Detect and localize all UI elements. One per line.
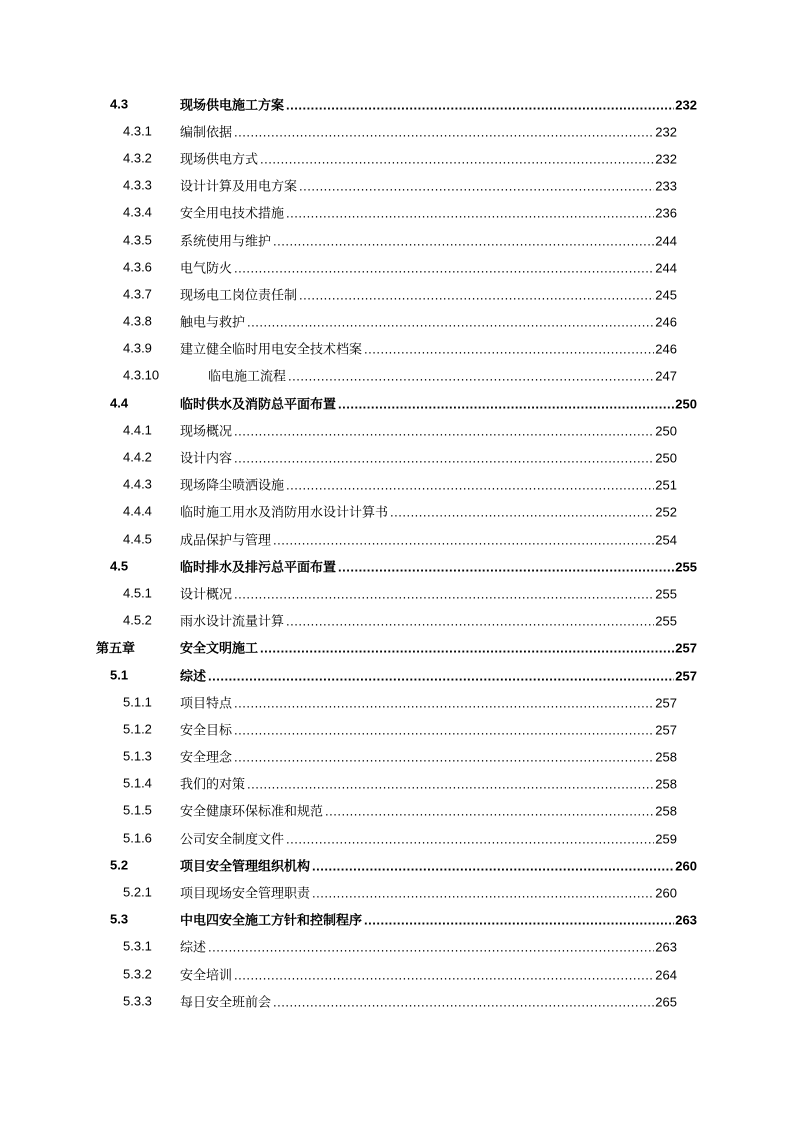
toc-entry-number: 4.4.4 bbox=[123, 503, 152, 519]
toc-entry-number: 4.3.6 bbox=[123, 259, 152, 275]
toc-entry-number: 4.3.7 bbox=[123, 286, 152, 302]
toc-entry[interactable] bbox=[0, 498, 793, 525]
dot-leader bbox=[234, 451, 654, 466]
toc-entry-leader bbox=[180, 366, 697, 385]
toc-entry-page: 233 bbox=[655, 178, 677, 194]
toc-entry-leader bbox=[180, 692, 697, 711]
toc-entry-title: 现场供电方式 bbox=[180, 148, 260, 167]
toc-entry-leader bbox=[180, 991, 697, 1010]
toc-entry-page: 236 bbox=[655, 205, 677, 221]
toc-entry[interactable] bbox=[0, 797, 793, 824]
toc-entry-page: 264 bbox=[655, 967, 677, 983]
toc-entry-page: 258 bbox=[655, 803, 677, 819]
toc-entry-page: 247 bbox=[655, 368, 677, 384]
dot-leader bbox=[286, 97, 674, 112]
toc-entry[interactable] bbox=[0, 878, 793, 905]
toc-entry-title: 建立健全临时用电安全技术档案 bbox=[180, 339, 364, 358]
toc-entry-page: 257 bbox=[655, 722, 677, 738]
toc-entry-leader bbox=[180, 774, 697, 793]
toc-entry-leader bbox=[180, 747, 697, 766]
dot-leader bbox=[247, 315, 654, 330]
toc-entry[interactable] bbox=[0, 552, 793, 579]
toc-entry[interactable] bbox=[0, 770, 793, 797]
dot-leader bbox=[312, 886, 654, 901]
dot-leader bbox=[234, 260, 654, 275]
toc-entry[interactable] bbox=[0, 824, 793, 851]
toc-entry-leader bbox=[180, 502, 697, 521]
toc-entry[interactable] bbox=[0, 172, 793, 199]
dot-leader bbox=[234, 750, 654, 765]
dot-leader bbox=[273, 532, 654, 547]
toc-entry-leader bbox=[180, 312, 697, 331]
toc-entry-page: 258 bbox=[655, 776, 677, 792]
toc-entry[interactable] bbox=[0, 987, 793, 1014]
toc-entry-page: 250 bbox=[655, 450, 677, 466]
toc-entry-page: 259 bbox=[655, 831, 677, 847]
toc-entry-leader bbox=[180, 556, 697, 575]
toc-entry-page: 255 bbox=[655, 586, 677, 602]
toc-entry-title: 编制依据 bbox=[180, 121, 234, 140]
toc-entry-leader bbox=[180, 828, 697, 847]
toc-entry-title: 临时施工用水及消防用水设计计算书 bbox=[180, 502, 390, 521]
toc-entry-title: 现场电工岗位责任制 bbox=[180, 284, 299, 303]
toc-entry-page: 232 bbox=[655, 124, 677, 140]
toc-entry-leader bbox=[180, 937, 697, 956]
toc-entry-number: 4.3.5 bbox=[123, 232, 152, 248]
toc-entry-leader bbox=[180, 855, 697, 874]
toc-entry-title: 触电与救护 bbox=[180, 312, 247, 331]
toc-entry[interactable] bbox=[0, 960, 793, 987]
toc-entry-leader bbox=[180, 393, 697, 412]
toc-entry-title: 每日安全班前会 bbox=[180, 991, 273, 1010]
toc-entry-number: 4.4 bbox=[110, 395, 129, 411]
toc-entry-number: 5.1.1 bbox=[123, 694, 152, 710]
toc-entry-leader bbox=[180, 203, 697, 222]
dot-leader bbox=[247, 777, 654, 792]
toc-entry[interactable] bbox=[0, 90, 793, 117]
dot-leader bbox=[312, 858, 674, 873]
toc-entry-leader bbox=[180, 529, 697, 548]
dot-leader bbox=[234, 695, 654, 710]
dot-leader bbox=[364, 342, 654, 357]
toc-entry-number: 4.5 bbox=[110, 558, 129, 574]
toc-entry-page: 255 bbox=[675, 559, 697, 575]
toc-entry[interactable] bbox=[0, 607, 793, 634]
dot-leader bbox=[286, 206, 654, 221]
dot-leader bbox=[338, 559, 674, 574]
toc-entry-title: 设计内容 bbox=[180, 448, 234, 467]
toc-entry-title: 雨水设计流量计算 bbox=[180, 611, 286, 630]
toc-entry[interactable] bbox=[0, 634, 793, 661]
dot-leader bbox=[299, 287, 654, 302]
dot-leader bbox=[208, 940, 654, 955]
dot-leader bbox=[234, 967, 654, 982]
toc-entry-leader bbox=[180, 176, 697, 195]
toc-entry-leader bbox=[180, 94, 697, 113]
toc-entry-leader bbox=[180, 257, 697, 276]
toc-entry-number: 4.3.8 bbox=[123, 313, 152, 329]
toc-entry-leader bbox=[180, 611, 697, 630]
toc-entry-page: 246 bbox=[655, 314, 677, 330]
toc-entry-page: 250 bbox=[655, 423, 677, 439]
toc-entry-number: 5.2.1 bbox=[123, 884, 152, 900]
dot-leader bbox=[364, 913, 674, 928]
toc-entry-page: 254 bbox=[655, 532, 677, 548]
dot-leader bbox=[260, 151, 654, 166]
toc-entry-leader bbox=[180, 475, 697, 494]
toc-entry-page: 250 bbox=[675, 396, 697, 412]
dot-leader bbox=[288, 369, 654, 384]
dot-leader bbox=[234, 423, 654, 438]
dot-leader bbox=[338, 396, 674, 411]
toc-entry[interactable] bbox=[0, 117, 793, 144]
toc-entry-title: 公司安全制度文件 bbox=[180, 828, 286, 847]
toc-entry-title: 现场概况 bbox=[180, 420, 234, 439]
toc-entry-page: 232 bbox=[675, 97, 697, 113]
toc-entry-title: 安全目标 bbox=[180, 719, 234, 738]
toc-entry-number: 5.1 bbox=[110, 667, 129, 683]
toc-entry-page: 263 bbox=[655, 939, 677, 955]
dot-leader bbox=[299, 179, 654, 194]
toc-entry-title: 我们的对策 bbox=[180, 774, 247, 793]
toc-entry-leader bbox=[180, 910, 697, 929]
toc-entry-leader bbox=[180, 583, 697, 602]
toc-entry-number: 5.1.4 bbox=[123, 775, 152, 791]
toc-entry-leader bbox=[180, 665, 697, 684]
dot-leader bbox=[286, 478, 654, 493]
toc-entry-title: 项目特点 bbox=[180, 692, 234, 711]
toc-entry-number: 5.1.2 bbox=[123, 721, 152, 737]
toc-entry-number: 4.3.10 bbox=[123, 367, 160, 383]
dot-leader bbox=[234, 586, 654, 601]
toc-entry-leader bbox=[180, 719, 697, 738]
toc-entry-leader bbox=[180, 448, 697, 467]
toc-entry[interactable] bbox=[0, 362, 793, 389]
dot-leader bbox=[286, 831, 654, 846]
dot-leader bbox=[325, 804, 654, 819]
toc-entry-leader bbox=[180, 148, 697, 167]
dot-leader bbox=[208, 668, 674, 683]
toc-entry-title: 综述 bbox=[180, 665, 208, 684]
toc-entry-number: 5.3.3 bbox=[123, 993, 152, 1009]
toc-entry-title: 成品保护与管理 bbox=[180, 529, 273, 548]
toc-entry-title: 现场供电施工方案 bbox=[180, 94, 286, 113]
toc-entry-title: 设计计算及用电方案 bbox=[180, 176, 299, 195]
toc-entry-number: 5.3.1 bbox=[123, 938, 152, 954]
toc-entry-leader bbox=[180, 638, 697, 657]
toc-entry[interactable] bbox=[0, 443, 793, 470]
toc-entry-leader bbox=[180, 801, 697, 820]
toc-entry[interactable] bbox=[0, 280, 793, 307]
toc-entry-title: 安全健康环保标准和规范 bbox=[180, 801, 325, 820]
toc-entry-title: 现场降尘喷洒设施 bbox=[180, 475, 286, 494]
toc-entry-title: 安全文明施工 bbox=[180, 638, 260, 657]
toc-entry-leader bbox=[180, 230, 697, 249]
toc-entry-page: 263 bbox=[675, 912, 697, 928]
toc-entry[interactable] bbox=[0, 851, 793, 878]
toc-entry-number: 5.2 bbox=[110, 857, 129, 873]
toc-entry-number: 4.3.4 bbox=[123, 204, 152, 220]
dot-leader bbox=[234, 722, 654, 737]
dot-leader bbox=[273, 994, 654, 1009]
toc-entry-page: 257 bbox=[655, 695, 677, 711]
toc-entry[interactable] bbox=[0, 688, 793, 715]
toc-entry[interactable] bbox=[0, 199, 793, 226]
toc-entry-title: 临时排水及排污总平面布置 bbox=[180, 556, 338, 575]
toc-entry-title: 安全培训 bbox=[180, 964, 234, 983]
toc-entry-title: 设计概况 bbox=[180, 583, 234, 602]
dot-leader bbox=[390, 505, 654, 520]
dot-leader bbox=[234, 124, 654, 139]
toc-entry-number: 4.5.1 bbox=[123, 585, 152, 601]
toc-entry[interactable] bbox=[0, 743, 793, 770]
toc-entry[interactable] bbox=[0, 579, 793, 606]
toc-entry-title: 系统使用与维护 bbox=[180, 230, 273, 249]
toc-entry-leader bbox=[180, 339, 697, 358]
toc-entry-number: 4.3.9 bbox=[123, 340, 152, 356]
toc-entry[interactable] bbox=[0, 389, 793, 416]
toc-entry-number: 4.5.2 bbox=[123, 612, 152, 628]
toc-entry-page: 265 bbox=[655, 994, 677, 1010]
toc-entry-title: 临电施工流程 bbox=[208, 366, 288, 385]
toc-entry[interactable] bbox=[0, 715, 793, 742]
toc-entry[interactable] bbox=[0, 906, 793, 933]
toc-entry-leader bbox=[180, 121, 697, 140]
toc-entry[interactable] bbox=[0, 226, 793, 253]
toc-entry-number: 4.3 bbox=[110, 96, 129, 112]
toc-entry-leader bbox=[180, 964, 697, 983]
toc-entry-page: 257 bbox=[675, 668, 697, 684]
toc-entry-title: 项目安全管理组织机构 bbox=[180, 855, 312, 874]
toc-entry[interactable] bbox=[0, 308, 793, 335]
toc-entry-page: 232 bbox=[655, 151, 677, 167]
toc-entry[interactable] bbox=[0, 661, 793, 688]
toc-entry-page: 260 bbox=[655, 885, 677, 901]
toc-entry-page: 244 bbox=[655, 260, 677, 276]
toc-entry-title: 安全理念 bbox=[180, 747, 234, 766]
toc-entry-number: 5.1.3 bbox=[123, 748, 152, 764]
toc-entry-title: 电气防火 bbox=[180, 257, 234, 276]
toc-entry-page: 257 bbox=[675, 640, 697, 656]
toc-entry[interactable] bbox=[0, 525, 793, 552]
toc-entry[interactable] bbox=[0, 416, 793, 443]
toc-entry-page: 244 bbox=[655, 233, 677, 249]
toc-entry-page: 251 bbox=[655, 477, 677, 493]
toc-entry-title: 项目现场安全管理职责 bbox=[180, 883, 312, 902]
dot-leader bbox=[260, 641, 674, 656]
toc-entry[interactable] bbox=[0, 144, 793, 171]
dot-leader bbox=[273, 233, 654, 248]
toc-entry-leader bbox=[180, 284, 697, 303]
toc-entry-number: 第五章 bbox=[96, 640, 136, 656]
toc-entry-page: 258 bbox=[655, 749, 677, 765]
toc-entry-number: 4.4.3 bbox=[123, 476, 152, 492]
toc-entry-page: 252 bbox=[655, 504, 677, 520]
toc-entry-number: 4.3.2 bbox=[123, 150, 152, 166]
toc-entry[interactable] bbox=[0, 335, 793, 362]
toc-entry-leader bbox=[180, 420, 697, 439]
toc-entry-number: 5.1.6 bbox=[123, 830, 152, 846]
toc-entry[interactable] bbox=[0, 253, 793, 280]
toc-entry-title: 综述 bbox=[180, 937, 208, 956]
toc-entry-number: 5.1.5 bbox=[123, 802, 152, 818]
toc-entry-number: 4.3.1 bbox=[123, 123, 152, 139]
toc-entry-number: 4.4.5 bbox=[123, 531, 152, 547]
toc-entry-page: 245 bbox=[655, 287, 677, 303]
toc-entry-page: 255 bbox=[655, 613, 677, 629]
toc-entry-title: 临时供水及消防总平面布置 bbox=[180, 393, 338, 412]
toc-entry-number: 5.3 bbox=[110, 911, 129, 927]
toc-entry-title: 中电四安全施工方针和控制程序 bbox=[180, 910, 364, 929]
table-of-contents bbox=[0, 90, 793, 1014]
toc-entry-leader bbox=[180, 883, 697, 902]
toc-entry-number: 5.3.2 bbox=[123, 966, 152, 982]
dot-leader bbox=[286, 614, 654, 629]
toc-entry-page: 260 bbox=[675, 858, 697, 874]
toc-entry-page: 246 bbox=[655, 341, 677, 357]
toc-entry-number: 4.4.1 bbox=[123, 422, 152, 438]
toc-entry-title: 安全用电技术措施 bbox=[180, 203, 286, 222]
toc-entry[interactable] bbox=[0, 933, 793, 960]
toc-entry-number: 4.4.2 bbox=[123, 449, 152, 465]
toc-entry[interactable] bbox=[0, 471, 793, 498]
toc-entry-number: 4.3.3 bbox=[123, 177, 152, 193]
